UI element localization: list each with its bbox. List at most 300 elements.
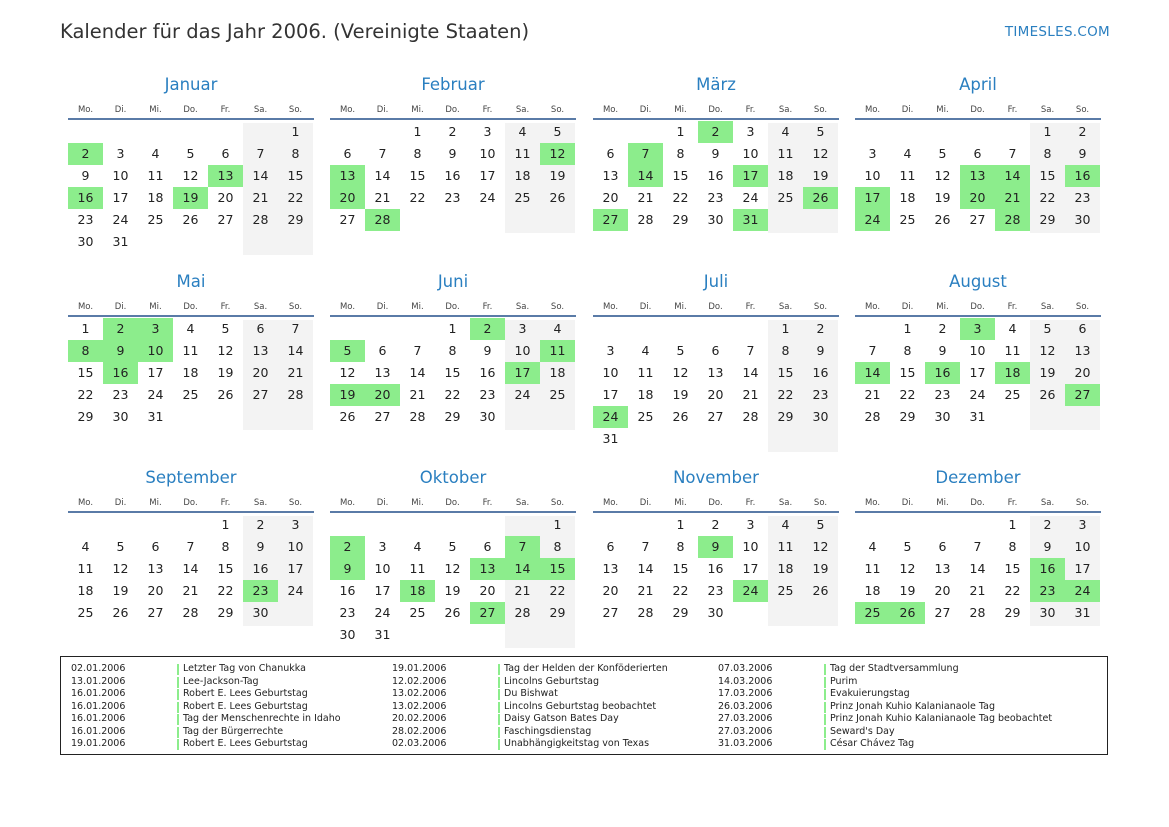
day-cell[interactable]: 1 <box>903 321 912 336</box>
day-cell[interactable]: 12 <box>934 168 951 183</box>
day-cell[interactable]: 30 <box>1074 212 1091 227</box>
holiday-day-cell[interactable]: 18 <box>995 362 1030 384</box>
day-cell[interactable]: 25 <box>637 409 654 424</box>
day-cell[interactable]: 11 <box>777 539 794 554</box>
day-cell[interactable]: 7 <box>746 343 755 358</box>
day-cell[interactable]: 7 <box>413 343 422 358</box>
day-cell[interactable]: 2 <box>256 517 265 532</box>
day-cell[interactable]: 11 <box>899 168 916 183</box>
day-cell[interactable]: 4 <box>518 124 527 139</box>
day-cell[interactable]: 5 <box>186 146 195 161</box>
holiday-day-cell[interactable]: 7 <box>505 536 540 558</box>
day-cell[interactable]: 12 <box>899 561 916 576</box>
day-cell[interactable]: 6 <box>378 343 387 358</box>
holiday-day-cell[interactable]: 2 <box>103 318 138 340</box>
day-cell[interactable]: 20 <box>934 583 951 598</box>
day-cell[interactable]: 30 <box>934 409 951 424</box>
day-cell[interactable]: 5 <box>816 124 825 139</box>
day-cell[interactable]: 13 <box>147 561 164 576</box>
day-cell[interactable]: 5 <box>816 517 825 532</box>
holiday-day-cell[interactable]: 26 <box>890 602 925 624</box>
day-cell[interactable]: 1 <box>1008 517 1017 532</box>
day-cell[interactable]: 3 <box>1078 517 1087 532</box>
day-cell[interactable]: 6 <box>711 343 720 358</box>
day-cell[interactable]: 10 <box>969 343 986 358</box>
day-cell[interactable]: 5 <box>1043 321 1052 336</box>
holiday-day-cell[interactable]: 18 <box>400 580 435 602</box>
day-cell[interactable]: 22 <box>444 387 461 402</box>
day-cell[interactable]: 12 <box>339 365 356 380</box>
day-cell[interactable]: 24 <box>969 387 986 402</box>
day-cell[interactable]: 31 <box>374 627 391 642</box>
day-cell[interactable]: 19 <box>899 583 916 598</box>
day-cell[interactable]: 26 <box>934 212 951 227</box>
day-cell[interactable]: 25 <box>182 387 199 402</box>
holiday-day-cell[interactable]: 24 <box>733 580 768 602</box>
day-cell[interactable]: 14 <box>969 561 986 576</box>
day-cell[interactable]: 30 <box>707 212 724 227</box>
day-cell[interactable]: 18 <box>147 190 164 205</box>
day-cell[interactable]: 1 <box>221 517 230 532</box>
day-cell[interactable]: 1 <box>676 517 685 532</box>
day-cell[interactable]: 1 <box>1043 124 1052 139</box>
day-cell[interactable]: 8 <box>291 146 300 161</box>
day-cell[interactable]: 8 <box>413 146 422 161</box>
holiday-day-cell[interactable]: 13 <box>960 165 995 187</box>
day-cell[interactable]: 15 <box>899 365 916 380</box>
day-cell[interactable]: 13 <box>252 343 269 358</box>
day-cell[interactable]: 7 <box>641 539 650 554</box>
holiday-day-cell[interactable]: 15 <box>540 558 575 580</box>
day-cell[interactable]: 4 <box>641 343 650 358</box>
holiday-day-cell[interactable]: 13 <box>208 165 243 187</box>
day-cell[interactable]: 6 <box>483 539 492 554</box>
day-cell[interactable]: 11 <box>409 561 426 576</box>
day-cell[interactable]: 24 <box>287 583 304 598</box>
holiday-day-cell[interactable]: 3 <box>138 318 173 340</box>
day-cell[interactable]: 28 <box>969 605 986 620</box>
day-cell[interactable]: 10 <box>112 168 129 183</box>
day-cell[interactable]: 19 <box>549 168 566 183</box>
day-cell[interactable]: 4 <box>186 321 195 336</box>
day-cell[interactable]: 7 <box>186 539 195 554</box>
day-cell[interactable]: 29 <box>217 605 234 620</box>
day-cell[interactable]: 3 <box>606 343 615 358</box>
day-cell[interactable]: 21 <box>637 583 654 598</box>
day-cell[interactable]: 14 <box>374 168 391 183</box>
day-cell[interactable]: 31 <box>112 234 129 249</box>
day-cell[interactable]: 28 <box>287 387 304 402</box>
day-cell[interactable]: 29 <box>549 605 566 620</box>
day-cell[interactable]: 27 <box>707 409 724 424</box>
day-cell[interactable]: 11 <box>182 343 199 358</box>
day-cell[interactable]: 9 <box>711 146 720 161</box>
day-cell[interactable]: 13 <box>1074 343 1091 358</box>
day-cell[interactable]: 10 <box>602 365 619 380</box>
day-cell[interactable]: 21 <box>514 583 531 598</box>
day-cell[interactable]: 1 <box>291 124 300 139</box>
day-cell[interactable]: 26 <box>182 212 199 227</box>
holiday-day-cell[interactable]: 9 <box>103 340 138 362</box>
day-cell[interactable]: 3 <box>518 321 527 336</box>
day-cell[interactable]: 30 <box>77 234 94 249</box>
day-cell[interactable]: 7 <box>868 343 877 358</box>
holiday-day-cell[interactable]: 23 <box>243 580 278 602</box>
day-cell[interactable]: 29 <box>1039 212 1056 227</box>
day-cell[interactable]: 25 <box>147 212 164 227</box>
holiday-day-cell[interactable]: 3 <box>960 318 995 340</box>
day-cell[interactable]: 14 <box>742 365 759 380</box>
day-cell[interactable]: 6 <box>606 146 615 161</box>
day-cell[interactable]: 6 <box>151 539 160 554</box>
day-cell[interactable]: 22 <box>1004 583 1021 598</box>
day-cell[interactable]: 24 <box>112 212 129 227</box>
day-cell[interactable]: 23 <box>112 387 129 402</box>
holiday-day-cell[interactable]: 9 <box>330 558 365 580</box>
day-cell[interactable]: 12 <box>217 343 234 358</box>
day-cell[interactable]: 30 <box>707 605 724 620</box>
holiday-day-cell[interactable]: 31 <box>733 209 768 231</box>
day-cell[interactable]: 4 <box>413 539 422 554</box>
day-cell[interactable]: 1 <box>781 321 790 336</box>
day-cell[interactable]: 28 <box>182 605 199 620</box>
day-cell[interactable]: 22 <box>1039 190 1056 205</box>
day-cell[interactable]: 23 <box>934 387 951 402</box>
day-cell[interactable]: 15 <box>409 168 426 183</box>
day-cell[interactable]: 23 <box>1074 190 1091 205</box>
day-cell[interactable]: 3 <box>746 124 755 139</box>
holiday-day-cell[interactable]: 9 <box>698 536 733 558</box>
day-cell[interactable]: 26 <box>339 409 356 424</box>
day-cell[interactable]: 23 <box>339 605 356 620</box>
day-cell[interactable]: 13 <box>602 561 619 576</box>
day-cell[interactable]: 18 <box>777 168 794 183</box>
day-cell[interactable]: 27 <box>217 212 234 227</box>
day-cell[interactable]: 11 <box>1004 343 1021 358</box>
holiday-day-cell[interactable]: 24 <box>593 406 628 428</box>
day-cell[interactable]: 29 <box>287 212 304 227</box>
day-cell[interactable]: 22 <box>777 387 794 402</box>
day-cell[interactable]: 4 <box>781 517 790 532</box>
day-cell[interactable]: 20 <box>602 583 619 598</box>
day-cell[interactable]: 29 <box>777 409 794 424</box>
holiday-day-cell[interactable]: 27 <box>470 602 505 624</box>
day-cell[interactable]: 4 <box>868 539 877 554</box>
day-cell[interactable]: 22 <box>409 190 426 205</box>
day-cell[interactable]: 10 <box>864 168 881 183</box>
day-cell[interactable]: 10 <box>1074 539 1091 554</box>
day-cell[interactable]: 16 <box>252 561 269 576</box>
day-cell[interactable]: 24 <box>514 387 531 402</box>
day-cell[interactable]: 8 <box>676 146 685 161</box>
day-cell[interactable]: 17 <box>969 365 986 380</box>
day-cell[interactable]: 3 <box>746 517 755 532</box>
day-cell[interactable]: 7 <box>1008 146 1017 161</box>
day-cell[interactable]: 22 <box>287 190 304 205</box>
day-cell[interactable]: 20 <box>147 583 164 598</box>
day-cell[interactable]: 17 <box>1074 561 1091 576</box>
day-cell[interactable]: 21 <box>409 387 426 402</box>
holiday-day-cell[interactable]: 24 <box>855 209 890 231</box>
day-cell[interactable]: 4 <box>903 146 912 161</box>
day-cell[interactable]: 10 <box>742 146 759 161</box>
day-cell[interactable]: 9 <box>816 343 825 358</box>
day-cell[interactable]: 27 <box>374 409 391 424</box>
day-cell[interactable]: 5 <box>676 343 685 358</box>
day-cell[interactable]: 27 <box>147 605 164 620</box>
holiday-day-cell[interactable]: 14 <box>505 558 540 580</box>
day-cell[interactable]: 17 <box>742 561 759 576</box>
day-cell[interactable]: 25 <box>549 387 566 402</box>
day-cell[interactable]: 12 <box>1039 343 1056 358</box>
holiday-day-cell[interactable]: 13 <box>470 558 505 580</box>
day-cell[interactable]: 3 <box>291 517 300 532</box>
holiday-day-cell[interactable]: 23 <box>1030 580 1065 602</box>
holiday-day-cell[interactable]: 2 <box>330 536 365 558</box>
day-cell[interactable]: 11 <box>514 146 531 161</box>
day-cell[interactable]: 3 <box>116 146 125 161</box>
day-cell[interactable]: 30 <box>479 409 496 424</box>
day-cell[interactable]: 21 <box>864 387 881 402</box>
holiday-day-cell[interactable]: 7 <box>628 143 663 165</box>
day-cell[interactable]: 18 <box>864 583 881 598</box>
day-cell[interactable]: 19 <box>672 387 689 402</box>
day-cell[interactable]: 14 <box>287 343 304 358</box>
day-cell[interactable]: 14 <box>252 168 269 183</box>
day-cell[interactable]: 12 <box>182 168 199 183</box>
day-cell[interactable]: 13 <box>707 365 724 380</box>
day-cell[interactable]: 9 <box>483 343 492 358</box>
day-cell[interactable]: 19 <box>934 190 951 205</box>
day-cell[interactable]: 25 <box>777 190 794 205</box>
day-cell[interactable]: 30 <box>812 409 829 424</box>
holiday-day-cell[interactable]: 14 <box>628 165 663 187</box>
day-cell[interactable]: 18 <box>182 365 199 380</box>
day-cell[interactable]: 4 <box>1008 321 1017 336</box>
holiday-day-cell[interactable]: 16 <box>1030 558 1065 580</box>
day-cell[interactable]: 12 <box>812 146 829 161</box>
day-cell[interactable]: 28 <box>514 605 531 620</box>
day-cell[interactable]: 29 <box>77 409 94 424</box>
day-cell[interactable]: 1 <box>81 321 90 336</box>
holiday-day-cell[interactable]: 2 <box>698 121 733 143</box>
day-cell[interactable]: 2 <box>1078 124 1087 139</box>
day-cell[interactable]: 16 <box>707 561 724 576</box>
day-cell[interactable]: 4 <box>81 539 90 554</box>
day-cell[interactable]: 7 <box>256 146 265 161</box>
day-cell[interactable]: 6 <box>1078 321 1087 336</box>
day-cell[interactable]: 26 <box>812 583 829 598</box>
day-cell[interactable]: 29 <box>672 605 689 620</box>
day-cell[interactable]: 23 <box>812 387 829 402</box>
day-cell[interactable]: 17 <box>147 365 164 380</box>
day-cell[interactable]: 6 <box>973 146 982 161</box>
holiday-day-cell[interactable]: 16 <box>68 187 103 209</box>
day-cell[interactable]: 20 <box>252 365 269 380</box>
day-cell[interactable]: 14 <box>182 561 199 576</box>
day-cell[interactable]: 10 <box>514 343 531 358</box>
day-cell[interactable]: 1 <box>448 321 457 336</box>
day-cell[interactable]: 8 <box>676 539 685 554</box>
day-cell[interactable]: 25 <box>1004 387 1021 402</box>
day-cell[interactable]: 21 <box>374 190 391 205</box>
holiday-day-cell[interactable]: 28 <box>995 209 1030 231</box>
day-cell[interactable]: 4 <box>553 321 562 336</box>
day-cell[interactable]: 25 <box>777 583 794 598</box>
day-cell[interactable]: 4 <box>151 146 160 161</box>
day-cell[interactable]: 23 <box>479 387 496 402</box>
day-cell[interactable]: 3 <box>868 146 877 161</box>
day-cell[interactable]: 30 <box>112 409 129 424</box>
day-cell[interactable]: 11 <box>147 168 164 183</box>
day-cell[interactable]: 16 <box>707 168 724 183</box>
day-cell[interactable]: 26 <box>672 409 689 424</box>
day-cell[interactable]: 27 <box>969 212 986 227</box>
day-cell[interactable]: 23 <box>707 190 724 205</box>
day-cell[interactable]: 9 <box>256 539 265 554</box>
holiday-day-cell[interactable]: 17 <box>855 187 890 209</box>
day-cell[interactable]: 15 <box>217 561 234 576</box>
day-cell[interactable]: 28 <box>252 212 269 227</box>
day-cell[interactable]: 21 <box>252 190 269 205</box>
day-cell[interactable]: 21 <box>637 190 654 205</box>
day-cell[interactable]: 25 <box>514 190 531 205</box>
day-cell[interactable]: 8 <box>1008 539 1017 554</box>
day-cell[interactable]: 10 <box>374 561 391 576</box>
holiday-day-cell[interactable]: 2 <box>470 318 505 340</box>
holiday-day-cell[interactable]: 13 <box>330 165 365 187</box>
day-cell[interactable]: 15 <box>672 168 689 183</box>
day-cell[interactable]: 5 <box>448 539 457 554</box>
holiday-day-cell[interactable]: 28 <box>365 209 400 231</box>
day-cell[interactable]: 28 <box>637 212 654 227</box>
holiday-day-cell[interactable]: 19 <box>330 384 365 406</box>
day-cell[interactable]: 7 <box>378 146 387 161</box>
day-cell[interactable]: 8 <box>1043 146 1052 161</box>
day-cell[interactable]: 6 <box>938 539 947 554</box>
day-cell[interactable]: 12 <box>812 539 829 554</box>
day-cell[interactable]: 20 <box>707 387 724 402</box>
holiday-day-cell[interactable]: 17 <box>733 165 768 187</box>
day-cell[interactable]: 24 <box>479 190 496 205</box>
day-cell[interactable]: 20 <box>217 190 234 205</box>
holiday-day-cell[interactable]: 14 <box>855 362 890 384</box>
holiday-day-cell[interactable]: 14 <box>995 165 1030 187</box>
day-cell[interactable]: 17 <box>112 190 129 205</box>
day-cell[interactable]: 19 <box>812 561 829 576</box>
day-cell[interactable]: 23 <box>707 583 724 598</box>
day-cell[interactable]: 31 <box>969 409 986 424</box>
holiday-day-cell[interactable]: 25 <box>855 602 890 624</box>
day-cell[interactable]: 23 <box>444 190 461 205</box>
day-cell[interactable]: 19 <box>112 583 129 598</box>
day-cell[interactable]: 24 <box>374 605 391 620</box>
day-cell[interactable]: 26 <box>549 190 566 205</box>
day-cell[interactable]: 27 <box>252 387 269 402</box>
day-cell[interactable]: 11 <box>864 561 881 576</box>
day-cell[interactable]: 15 <box>444 365 461 380</box>
day-cell[interactable]: 9 <box>938 343 947 358</box>
day-cell[interactable]: 16 <box>479 365 496 380</box>
day-cell[interactable]: 20 <box>479 583 496 598</box>
day-cell[interactable]: 30 <box>252 605 269 620</box>
day-cell[interactable]: 29 <box>444 409 461 424</box>
holiday-day-cell[interactable]: 16 <box>103 362 138 384</box>
day-cell[interactable]: 18 <box>77 583 94 598</box>
holiday-day-cell[interactable]: 5 <box>330 340 365 362</box>
day-cell[interactable]: 26 <box>112 605 129 620</box>
day-cell[interactable]: 14 <box>637 561 654 576</box>
day-cell[interactable]: 24 <box>147 387 164 402</box>
day-cell[interactable]: 11 <box>637 365 654 380</box>
holiday-day-cell[interactable]: 16 <box>925 362 960 384</box>
day-cell[interactable]: 19 <box>812 168 829 183</box>
day-cell[interactable]: 5 <box>903 539 912 554</box>
day-cell[interactable]: 28 <box>409 409 426 424</box>
day-cell[interactable]: 5 <box>938 146 947 161</box>
day-cell[interactable]: 13 <box>374 365 391 380</box>
day-cell[interactable]: 1 <box>553 517 562 532</box>
day-cell[interactable]: 3 <box>483 124 492 139</box>
day-cell[interactable]: 2 <box>816 321 825 336</box>
day-cell[interactable]: 3 <box>378 539 387 554</box>
day-cell[interactable]: 2 <box>938 321 947 336</box>
day-cell[interactable]: 2 <box>1043 517 1052 532</box>
day-cell[interactable]: 8 <box>448 343 457 358</box>
holiday-day-cell[interactable]: 17 <box>505 362 540 384</box>
day-cell[interactable]: 29 <box>672 212 689 227</box>
day-cell[interactable]: 15 <box>287 168 304 183</box>
day-cell[interactable]: 27 <box>934 605 951 620</box>
day-cell[interactable]: 9 <box>1078 146 1087 161</box>
day-cell[interactable]: 8 <box>903 343 912 358</box>
day-cell[interactable]: 31 <box>1074 605 1091 620</box>
day-cell[interactable]: 10 <box>287 539 304 554</box>
day-cell[interactable]: 21 <box>969 583 986 598</box>
day-cell[interactable]: 11 <box>777 146 794 161</box>
day-cell[interactable]: 5 <box>553 124 562 139</box>
holiday-day-cell[interactable]: 27 <box>1065 384 1100 406</box>
day-cell[interactable]: 15 <box>672 561 689 576</box>
day-cell[interactable]: 16 <box>812 365 829 380</box>
day-cell[interactable]: 17 <box>602 387 619 402</box>
day-cell[interactable]: 28 <box>637 605 654 620</box>
day-cell[interactable]: 31 <box>147 409 164 424</box>
day-cell[interactable]: 12 <box>112 561 129 576</box>
holiday-day-cell[interactable]: 20 <box>960 187 995 209</box>
day-cell[interactable]: 9 <box>81 168 90 183</box>
holiday-day-cell[interactable]: 8 <box>68 340 103 362</box>
day-cell[interactable]: 29 <box>1004 605 1021 620</box>
holiday-day-cell[interactable]: 11 <box>540 340 575 362</box>
day-cell[interactable]: 20 <box>1074 365 1091 380</box>
day-cell[interactable]: 4 <box>781 124 790 139</box>
day-cell[interactable]: 15 <box>77 365 94 380</box>
day-cell[interactable]: 30 <box>339 627 356 642</box>
day-cell[interactable]: 27 <box>602 605 619 620</box>
day-cell[interactable]: 11 <box>77 561 94 576</box>
holiday-day-cell[interactable]: 10 <box>138 340 173 362</box>
day-cell[interactable]: 24 <box>742 190 759 205</box>
holiday-day-cell[interactable]: 24 <box>1065 580 1100 602</box>
day-cell[interactable]: 26 <box>217 387 234 402</box>
day-cell[interactable]: 6 <box>343 146 352 161</box>
day-cell[interactable]: 18 <box>777 561 794 576</box>
day-cell[interactable]: 9 <box>1043 539 1052 554</box>
day-cell[interactable]: 29 <box>899 409 916 424</box>
day-cell[interactable]: 15 <box>1039 168 1056 183</box>
day-cell[interactable]: 25 <box>409 605 426 620</box>
